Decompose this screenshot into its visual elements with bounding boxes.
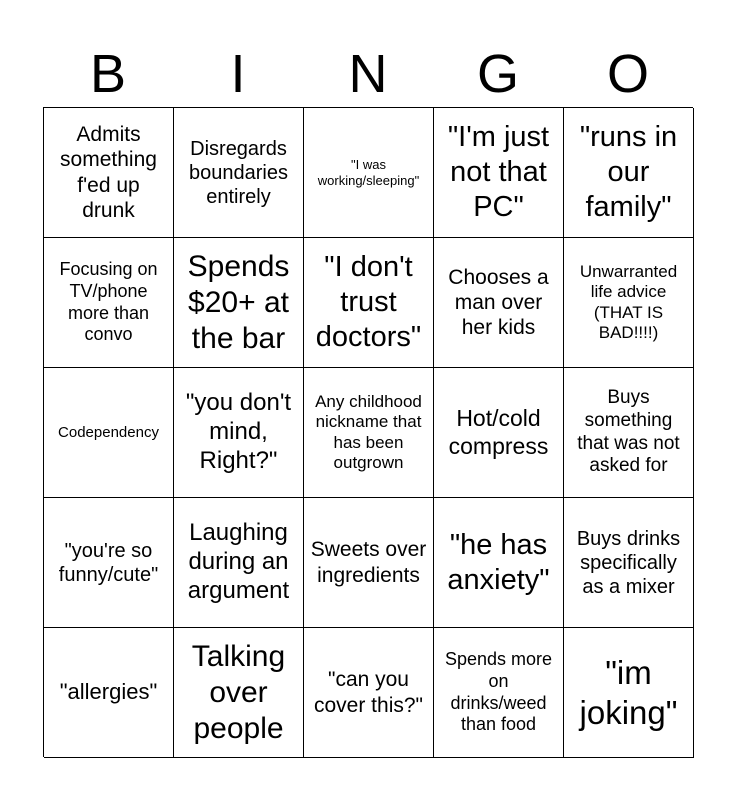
- bingo-cell[interactable]: Buys drinks specifically as a mixer: [564, 498, 694, 628]
- bingo-cell[interactable]: "I was working/sleeping": [304, 108, 434, 238]
- header-letter-i: I: [230, 44, 246, 104]
- header-letter-n: N: [348, 44, 388, 104]
- bingo-header: [43, 42, 693, 106]
- bingo-cell[interactable]: Talking over people: [174, 628, 304, 758]
- bingo-cell[interactable]: Spends $20+ at the bar: [174, 238, 304, 368]
- bingo-cell[interactable]: Focusing on TV/phone more than convo: [44, 238, 174, 368]
- bingo-cell[interactable]: Hot/cold compress: [434, 368, 564, 498]
- header-letter-b: B: [89, 44, 127, 104]
- bingo-cell[interactable]: Unwarranted life advice (THAT IS BAD!!!!): [564, 238, 694, 368]
- bingo-cell[interactable]: "im joking": [564, 628, 694, 758]
- bingo-cell[interactable]: Spends more on drinks/weed than food: [434, 628, 564, 758]
- header-letter-g: G: [476, 44, 519, 104]
- bingo-cell[interactable]: Admits something f'ed up drunk: [44, 108, 174, 238]
- bingo-cell[interactable]: Buys something that was not asked for: [564, 368, 694, 498]
- bingo-cell[interactable]: Any childhood nickname that has been outgrown: [304, 368, 434, 498]
- bingo-cell[interactable]: Sweets over ingredients: [304, 498, 434, 628]
- bingo-cell[interactable]: Disregards boundaries entirely: [174, 108, 304, 238]
- bingo-cell[interactable]: "I'm just not that PC": [434, 108, 564, 238]
- header-letter-o: O: [606, 44, 649, 104]
- bingo-cell[interactable]: Codependency: [44, 368, 174, 498]
- bingo-cell[interactable]: "allergies": [44, 628, 174, 758]
- bingo-cell[interactable]: "you're so funny/cute": [44, 498, 174, 628]
- bingo-cell[interactable]: Chooses a man over her kids: [434, 238, 564, 368]
- bingo-cell[interactable]: "can you cover this?": [304, 628, 434, 758]
- bingo-cell[interactable]: Laughing during an argument: [174, 498, 304, 628]
- bingo-cell[interactable]: "I don't trust doctors": [304, 238, 434, 368]
- bingo-cell[interactable]: "he has anxiety": [434, 498, 564, 628]
- bingo-cell[interactable]: "you don't mind, Right?": [174, 368, 304, 498]
- bingo-cell[interactable]: "runs in our family": [564, 108, 694, 238]
- bingo-board: [43, 107, 693, 757]
